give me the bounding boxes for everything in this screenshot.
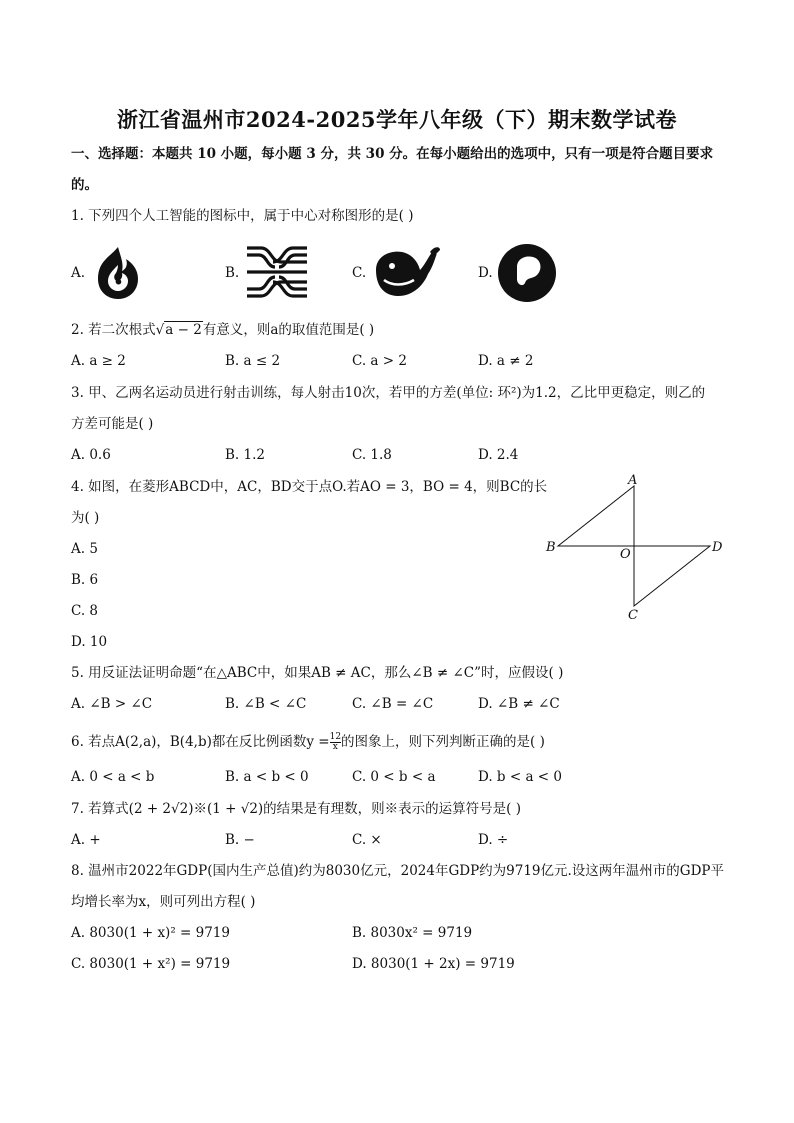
q8-option-d: D. 8030(1 + 2x) = 9719 bbox=[352, 956, 515, 972]
q5-option-b: B. ∠B < ∠C bbox=[225, 696, 307, 712]
q6-fraction bbox=[330, 733, 341, 752]
q7-stem: 7. 若算式(2 + 2√2)※(1 + √2)的结果是有理数，则※表示的运算符号是( ) bbox=[71, 801, 522, 817]
q6-stem-post: 的图象上，则下列判断正确的是( ) bbox=[341, 734, 545, 750]
q1-stem: 1. 下列四个人工智能的图标中，属于中心对称图形的是( ) bbox=[71, 208, 414, 224]
sqrt-icon: √ bbox=[155, 322, 165, 338]
flame-swirl-logo-icon bbox=[90, 243, 146, 301]
q7-option-b: B. − bbox=[225, 832, 255, 848]
q1-option-c-label: C. bbox=[352, 265, 367, 281]
page-title: 浙江省温州市2024-2025学年八年级（下）期末数学试卷 bbox=[116, 107, 678, 132]
wave-stripes-logo-icon bbox=[245, 245, 309, 299]
q4-option-d: D. 10 bbox=[71, 634, 108, 650]
q1-option-b-label: B. bbox=[225, 265, 240, 281]
q4-stem-line2: 为( ) bbox=[71, 510, 100, 526]
section-header-line1: 一、选择题：本题共 10 小题，每小题 3 分，共 30 分。在每小题给出的选项中，只有一项是符合题目要求 bbox=[71, 146, 714, 162]
q2-stem-post: 有意义，则a的取值范围是( ) bbox=[202, 322, 375, 338]
q6-option-b: B. a < b < 0 bbox=[225, 769, 309, 785]
q2-radicand: a − 2 bbox=[165, 322, 202, 338]
q3-option-d: D. 2.4 bbox=[478, 447, 519, 463]
q2-stem-pre: 2. 若二次根式 bbox=[71, 322, 156, 338]
q2-stem bbox=[71, 321, 374, 339]
q7-option-c: C. × bbox=[352, 832, 382, 848]
q4-option-c: C. 8 bbox=[71, 603, 99, 619]
section-header-line2: 的。 bbox=[71, 177, 98, 193]
q4-option-b: B. 6 bbox=[71, 572, 99, 588]
q3-option-c: C. 1.8 bbox=[352, 447, 392, 463]
q6-option-a: A. 0 < a < b bbox=[71, 769, 155, 785]
q6-option-c: C. 0 < b < a bbox=[352, 769, 436, 785]
q5-option-d: D. ∠B ≠ ∠C bbox=[478, 696, 560, 712]
q2-option-d: D. a ≠ 2 bbox=[478, 353, 534, 369]
q5-option-a: A. ∠B > ∠C bbox=[71, 696, 153, 712]
circle-hole-logo-icon bbox=[497, 243, 557, 303]
q3-option-a: A. 0.6 bbox=[71, 447, 111, 463]
q6-stem bbox=[71, 733, 545, 752]
q6-frac-den: x bbox=[332, 742, 338, 752]
q5-stem: 5. 用反证法证明命题“在△ABC中，如果AB ≠ AC，那么∠B ≠ ∠C”时，应假设( ) bbox=[71, 665, 564, 681]
q2-option-b: B. a ≤ 2 bbox=[225, 353, 281, 369]
label-c: C bbox=[628, 608, 638, 620]
q8-option-a: A. 8030(1 + x)² = 9719 bbox=[71, 925, 230, 941]
q8-option-c: C. 8030(1 + x²) = 9719 bbox=[71, 956, 231, 972]
q7-option-d: D. ÷ bbox=[478, 832, 509, 848]
q7-option-a: A. + bbox=[71, 832, 101, 848]
q3-stem-line1: 3. 甲、乙两名运动员进行射击训练，每人射击10次，若甲的方差(单位: 环²)为1.2，乙比甲更稳定，则乙的 bbox=[71, 385, 706, 401]
q3-option-b: B. 1.2 bbox=[225, 447, 265, 463]
q6-option-d: D. b < a < 0 bbox=[478, 769, 562, 785]
label-o: O bbox=[620, 547, 631, 562]
label-b: B bbox=[546, 540, 556, 555]
q1-option-d-label: D. bbox=[478, 265, 493, 281]
q6-stem-pre: 6. 若点A(2,a)，B(4,b)都在反比例函数y = bbox=[71, 734, 330, 750]
q4-option-a: A. 5 bbox=[71, 541, 98, 557]
label-d: D bbox=[712, 540, 723, 555]
label-a: A bbox=[628, 474, 638, 488]
q8-stem-line2: 均增长率为x，则可列出方程( ) bbox=[71, 894, 256, 910]
q6-frac-num: 12 bbox=[329, 732, 342, 742]
whale-logo-icon bbox=[370, 244, 442, 300]
q2-option-a: A. a ≥ 2 bbox=[71, 353, 126, 369]
q8-option-b: B. 8030x² = 9719 bbox=[352, 925, 473, 941]
rhombus-figure bbox=[540, 474, 730, 620]
q3-stem-line2: 方差可能是( ) bbox=[71, 416, 154, 432]
q4-stem-line1: 4. 如图，在菱形ABCD中，AC，BD交于点O.若AO = 3，BO = 4，则BC的长 bbox=[71, 479, 548, 495]
q8-stem-line1: 8. 温州市2022年GDP(国内生产总值)约为8030亿元，2024年GDP约为9719亿元.设这两年温州市的GDP平 bbox=[71, 863, 724, 879]
q5-option-c: C. ∠B = ∠C bbox=[352, 696, 434, 712]
q1-option-a-label: A. bbox=[71, 265, 86, 281]
q2-option-c: C. a > 2 bbox=[352, 353, 407, 369]
